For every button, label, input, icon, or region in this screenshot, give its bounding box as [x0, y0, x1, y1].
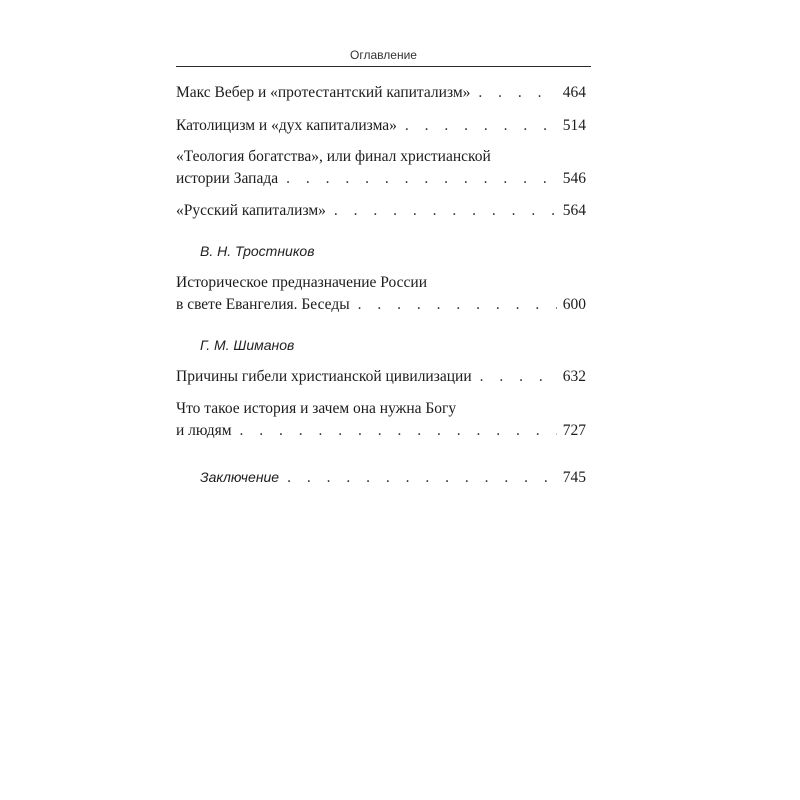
toc-page-number: 546 — [562, 170, 586, 187]
toc-entry-title: в свете Евангелия. Беседы — [176, 296, 350, 313]
dot-leader — [480, 367, 557, 387]
toc-page-number: 727 — [562, 422, 586, 439]
dot-leader — [334, 201, 557, 221]
toc-page-number: 564 — [562, 202, 586, 219]
toc-entry-history — [176, 421, 586, 441]
header-rule — [176, 66, 591, 67]
dot-leader — [478, 83, 556, 103]
toc-entry-title: «Русский капитализм» — [176, 202, 326, 219]
toc-entry-theology — [176, 169, 586, 189]
dot-leader — [405, 116, 557, 136]
dot-leader — [358, 295, 557, 315]
author-trostnikov: В. Н. Тростников — [200, 243, 315, 259]
toc-entry-title: Католицизм и «дух капитализма» — [176, 117, 397, 134]
dot-leader — [240, 421, 557, 441]
toc-entry-weber — [176, 83, 586, 103]
page-header: Оглавление — [350, 48, 417, 62]
dot-leader — [287, 468, 557, 488]
toc-entry-title: Причины гибели христианской цивилизации — [176, 368, 472, 385]
toc-entry-russia — [176, 295, 586, 315]
toc-entry-title: Заключение — [200, 469, 280, 485]
toc-entry-russia-line1: Историческое предназначение России — [176, 274, 428, 291]
dot-leader — [286, 169, 557, 189]
toc-entry-title: и людям — [176, 422, 232, 439]
toc-entry-russian-capitalism — [176, 201, 586, 221]
toc-entry-title: Макс Вебер и «протестантский капитализм» — [176, 84, 471, 101]
toc-entry-theology-line1: «Теология богатства», или финал христианской — [176, 148, 491, 165]
toc-entry-history-line1: Что такое история и зачем она нужна Богу — [176, 400, 457, 417]
toc-entry-catholicism — [176, 116, 586, 136]
toc-entry-conclusion — [200, 467, 586, 488]
toc-page-number: 632 — [562, 368, 586, 385]
author-shimanov: Г. М. Шиманов — [200, 337, 295, 353]
toc-entry-civilization — [176, 367, 586, 387]
toc-page-number: 745 — [562, 469, 586, 486]
toc-entry-title: истории Запада — [176, 170, 279, 187]
toc-page-number: 464 — [562, 84, 586, 101]
toc-page-number: 514 — [562, 117, 586, 134]
toc-page-number: 600 — [562, 296, 586, 313]
